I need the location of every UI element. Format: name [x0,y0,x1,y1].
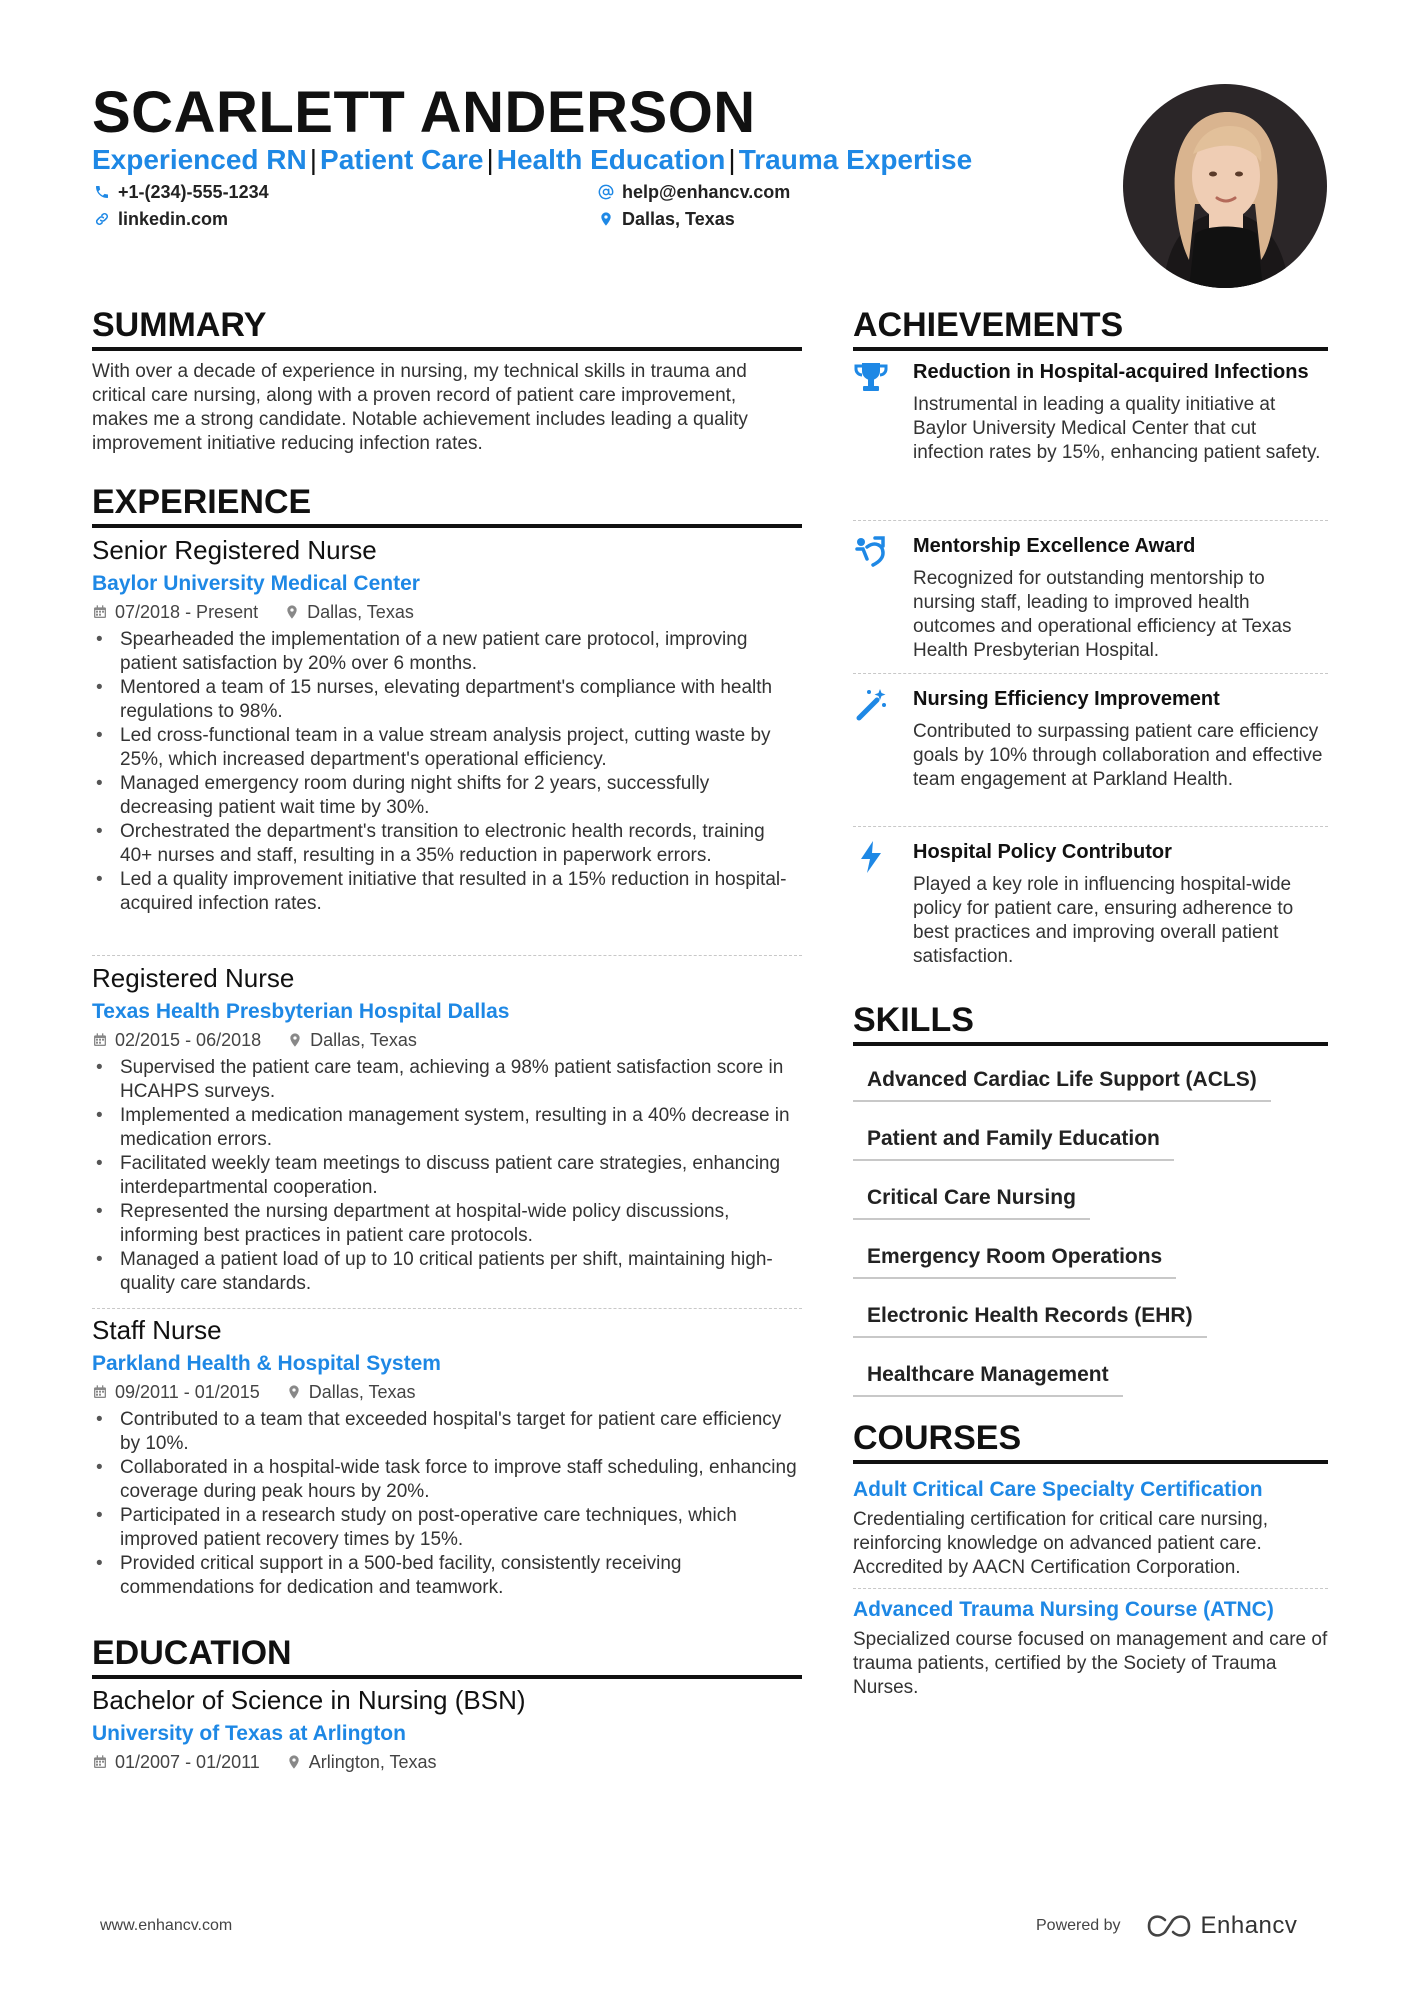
location-pin-icon [287,1032,303,1048]
company-name: Baylor University Medical Center [92,572,420,595]
skill-tag: Emergency Room Operations [853,1243,1176,1279]
section-divider [92,347,802,351]
calendar-icon [92,1032,108,1048]
link-icon [94,211,110,227]
section-divider [853,1042,1328,1046]
achievement-item [853,359,1328,465]
achievement-description: Recognized for outstanding mentorship to nursing staff, leading to improved health outcomes and operational efficiency at Texas Health Presbyterian Hospital. [913,568,1292,661]
footer-website-link[interactable]: www.enhancv.com [100,1917,233,1934]
job-title: Senior Registered Nurse [92,535,377,565]
job-dates: 09/2011 - 01/2015 [92,1380,260,1404]
location-pin-icon [286,1384,302,1400]
job-entry [92,534,802,916]
achievement-item [853,839,1328,969]
course-item [853,1476,1328,1580]
enhancv-logo[interactable] [1145,1912,1298,1940]
education-location: Arlington, Texas [286,1750,437,1774]
tagline-item: Patient Care [320,144,484,175]
entry-divider [92,955,802,956]
skills-heading: SKILLS [853,1001,974,1039]
powered-by-label: Powered by [1036,1917,1121,1934]
entry-divider [853,673,1328,674]
mentorship-icon [853,533,889,569]
job-location: Dallas, Texas [284,600,414,624]
job-dates: 07/2018 - Present [92,600,258,624]
experience-heading: EXPERIENCE [92,483,312,521]
contact-phone[interactable] [94,180,269,204]
bullet-item: • Collaborated in a hospital-wide task force to improve staff scheduling, enhancing coverage during peak hours by 20%. [92,1456,802,1504]
achievement-title: Hospital Policy Contributor [913,841,1172,863]
tagline-separator: | [486,144,494,175]
section-divider [853,1460,1328,1464]
achievement-title: Reduction in Hospital-acquired Infections [913,361,1309,383]
section-divider [92,524,802,528]
company-name: Parkland Health & Hospital System [92,1352,441,1375]
bullet-item: • Led a quality improvement initiative that resulted in a 15% reduction in hospital-acquired infection rates. [92,868,802,916]
section-divider [92,1675,802,1679]
location-text: Dallas, Texas [622,209,735,229]
email-text: help@enhancv.com [622,182,791,202]
phone-icon [94,184,110,200]
job-bullets [92,628,802,916]
phone-text: +1-(234)-555-1234 [118,182,269,202]
location-pin-icon [286,1754,302,1770]
bullet-item: • Managed a patient load of up to 10 critical patients per shift, maintaining high-quality care standards. [92,1248,802,1296]
course-title: Adult Critical Care Specialty Certification [853,1478,1263,1501]
entry-divider [92,1308,802,1309]
contact-linkedin[interactable] [94,207,228,231]
course-title: Advanced Trauma Nursing Course (ATNC) [853,1598,1274,1621]
at-icon [598,184,614,200]
job-location: Dallas, Texas [287,1028,417,1052]
bullet-item: • Facilitated weekly team meetings to discuss patient care strategies, enhancing interdepartmental cooperation. [92,1152,802,1200]
job-bullets [92,1408,802,1600]
trophy-icon [853,359,889,395]
education-entry [92,1684,802,1774]
linkedin-text: linkedin.com [118,209,229,229]
job-dates: 02/2015 - 06/2018 [92,1028,261,1052]
job-entry [92,962,802,1296]
job-meta [92,1028,802,1052]
magic-wand-icon [853,686,889,722]
tagline-item: Experienced RN [92,144,307,175]
job-bullets [92,1056,802,1296]
bullet-item: • Orchestrated the department's transition to electronic health records, training 40+ nurses and staff, resulting in a 35% reduction in paperwork errors. [92,820,802,868]
bullet-item: • Implemented a medication management system, resulting in a 40% decrease in medication errors. [92,1104,802,1152]
entry-divider [853,1588,1328,1589]
degree-title: Bachelor of Science in Nursing (BSN) [92,1685,526,1715]
tagline-item: Trauma Expertise [738,144,973,175]
calendar-icon [92,604,108,620]
brand-name: Enhancv [1200,1912,1298,1939]
footer-branding [1036,1912,1297,1940]
profile-photo [1123,84,1327,288]
bullet-item: • Mentored a team of 15 nurses, elevating department's compliance with health regulations to 98%. [92,676,802,724]
bullet-item: • Spearheaded the implementation of a new patient care protocol, improving patient satisfaction by 20% over 6 months. [92,628,802,676]
school-name: University of Texas at Arlington [92,1722,406,1745]
bullet-item: • Supervised the patient care team, achieving a 98% patient satisfaction score in HCAHPS surveys. [92,1056,802,1104]
courses-heading: COURSES [853,1419,1022,1457]
skill-tag: Critical Care Nursing [853,1184,1090,1220]
job-title: Registered Nurse [92,963,295,993]
tagline [92,142,972,178]
summary-heading: SUMMARY [92,306,267,344]
skill-tag: Advanced Cardiac Life Support (ACLS) [853,1066,1271,1102]
skill-tag: Electronic Health Records (EHR) [853,1302,1207,1338]
achievement-title: Nursing Efficiency Improvement [913,688,1220,710]
job-meta [92,600,802,624]
course-item [853,1596,1328,1700]
job-location: Dallas, Texas [286,1380,416,1404]
calendar-icon [92,1384,108,1400]
job-meta [92,1380,802,1404]
summary-text: With over a decade of experience in nursing, my technical skills in trauma and critical care nursing, along with a proven record of patient care improvement, makes me a strong candidate. Notable achievement includes leading a quality improvement initiative reducing infection rates. [92,361,748,454]
achievement-title: Mentorship Excellence Award [913,535,1196,557]
achievements-heading: ACHIEVEMENTS [853,306,1124,344]
bullet-item: • Participated in a research study on post-operative care techniques, which improved patient recovery times by 15%. [92,1504,802,1552]
skill-tag: Patient and Family Education [853,1125,1174,1161]
entry-divider [853,520,1328,521]
location-pin-icon [598,211,614,227]
achievement-item [853,686,1328,792]
bullet-item: • Led cross-functional team in a value stream analysis project, cutting waste by 25%, which increased department's operational efficiency. [92,724,802,772]
bullet-item: • Managed emergency room during night shifts for 2 years, successfully decreasing patient wait time by 30%. [92,772,802,820]
achievement-description: Contributed to surpassing patient care efficiency goals by 10% through collaboration and effective team engagement at Parkland Health. [913,721,1323,790]
education-meta [92,1750,802,1774]
contact-location [598,207,735,231]
tagline-item: Health Education [496,144,726,175]
education-dates: 01/2007 - 01/2011 [92,1750,260,1774]
achievement-item [853,533,1328,663]
location-pin-icon [284,604,300,620]
calendar-icon [92,1754,108,1770]
company-name: Texas Health Presbyterian Hospital Dallas [92,1000,510,1023]
skill-tag: Healthcare Management [853,1361,1123,1397]
bullet-item: • Provided critical support in a 500-bed facility, consistently receiving commendations for dedication and teamwork. [92,1552,802,1600]
tagline-separator: | [309,144,318,175]
tagline-separator: | [728,144,736,175]
job-title: Staff Nurse [92,1315,222,1345]
achievement-description: Instrumental in leading a quality initiative at Baylor University Medical Center that cut infection rates by 15%, enhancing patient safety. [913,394,1321,463]
section-divider [853,347,1328,351]
candidate-name: SCARLETT ANDERSON [92,80,756,145]
bullet-item: • Contributed to a team that exceeded hospital's target for patient care efficiency by 10%. [92,1408,802,1456]
job-entry [92,1314,802,1600]
bullet-item: • Represented the nursing department at hospital-wide policy discussions, informing best practices in patient care protocols. [92,1200,802,1248]
contact-email[interactable] [598,180,790,204]
course-description: Specialized course focused on management and care of trauma patients, certified by the Society of Trauma Nurses. [853,1629,1328,1698]
course-description: Credentialing certification for critical care nursing, reinforcing knowledge on advanced patient care. Accredited by AACN Certification Corporation. [853,1509,1269,1578]
education-heading: EDUCATION [92,1634,292,1672]
enhancv-logo-icon [1145,1914,1193,1938]
lightning-icon [853,839,889,875]
entry-divider [853,826,1328,827]
achievement-description: Played a key role in influencing hospital-wide policy for patient care, ensuring adherence to best practices and improving overall patient satisfaction. [913,874,1294,967]
